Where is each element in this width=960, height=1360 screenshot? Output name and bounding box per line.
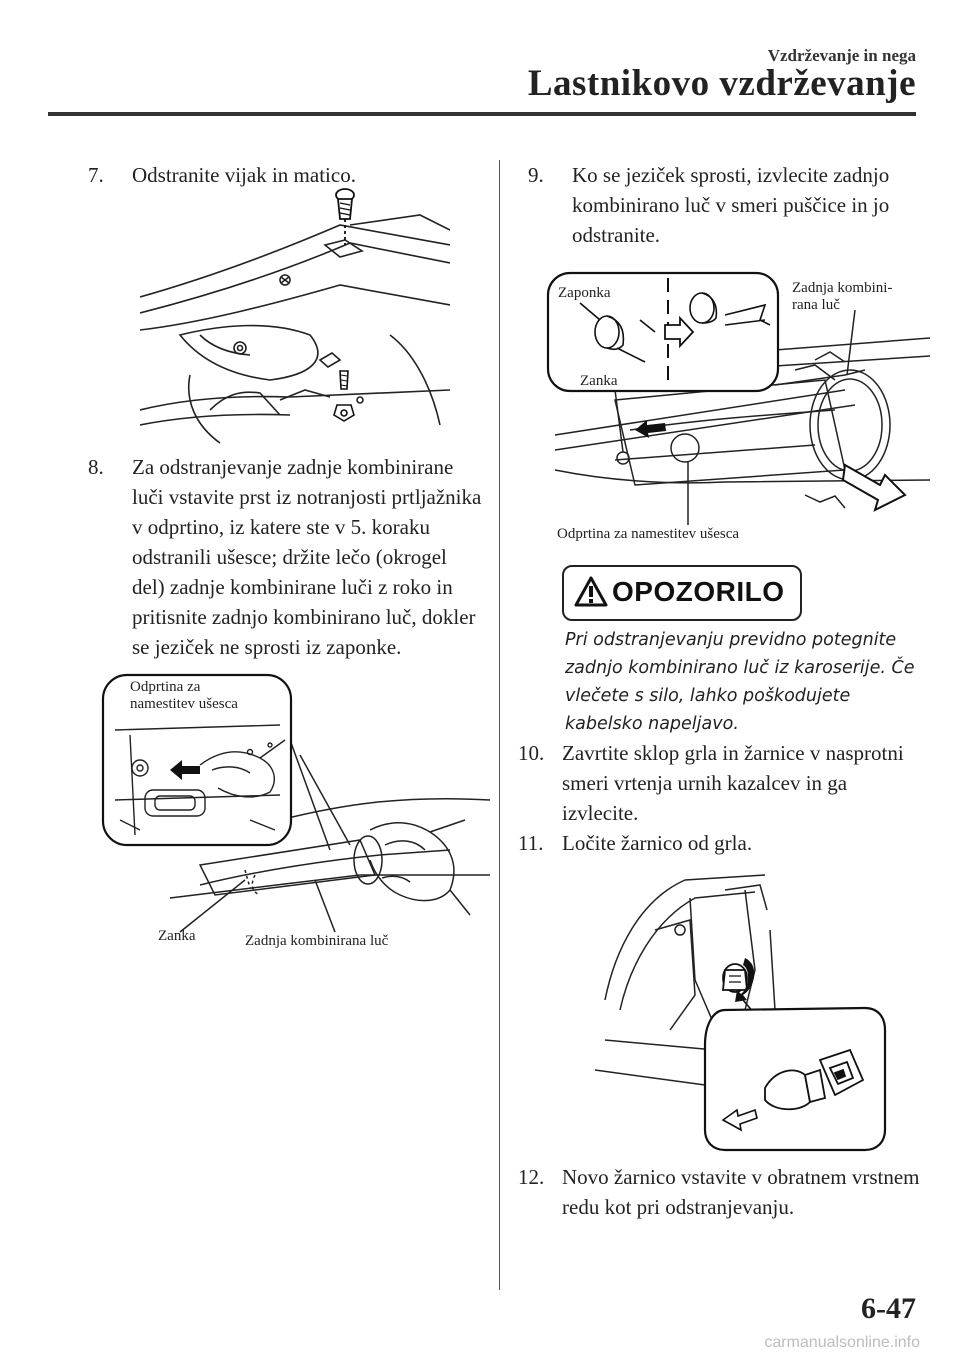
lamp-push-illustration: [100, 670, 490, 960]
label-hole-line2: namestitev ušesca: [130, 696, 238, 712]
warning-text: Pri odstranjevanju previdno potegnite zadnjo kombinirano luč iz karoserije. Če vlečete s silo, lahko poškodujete kabelsko napeljavo.: [565, 630, 915, 734]
warning-icon: [574, 576, 608, 608]
page-number: 6-47: [861, 1292, 916, 1325]
step-text: Ločite žarnico od grla.: [562, 831, 753, 855]
label-loop: Zanka: [158, 928, 196, 944]
step-number: 9.: [528, 163, 544, 187]
label-clip: Zaponka: [558, 285, 611, 301]
step-number: 7.: [88, 163, 104, 187]
step-text: Za odstranjevanje zadnje kombinirane luči vstavite prst iz notranjosti prtljažnika v odprtino, iz katere ste v 5. koraku odstranili ušesce; držite lečo (okrogel del) zadnje kombinirane luči z roko in pritisnite zadnjo kombinirano luč, dokler se jeziček ne sprosti iz zaponke.: [132, 455, 482, 659]
step-number: 12.: [518, 1165, 545, 1189]
lamp-removal-illustration: [545, 270, 930, 525]
column-divider: [499, 160, 500, 1290]
step-8: [88, 452, 483, 662]
step-number: 8.: [88, 455, 104, 479]
step-9: [528, 160, 928, 250]
step-number: 10.: [518, 741, 545, 765]
step-number: 11.: [518, 831, 544, 855]
step-text: Zavrtite sklop grla in žarnice v nasprotni smeri vrtenja urnih kazalcev in ga izvlecite.: [562, 741, 904, 825]
step-text: Odstranite vijak in matico.: [132, 163, 356, 187]
warning-box: [562, 565, 802, 621]
step-10: [518, 738, 928, 828]
step-text: Novo žarnico vstavite v obratnem vrstnem redu kot pri odstranjevanju.: [562, 1165, 920, 1219]
watermark: carmanualsonline.info: [764, 1334, 920, 1351]
warning-title: OPOZORILO: [612, 576, 785, 607]
step-11: [518, 828, 928, 858]
page-title: Lastnikovo vzdrževanje: [527, 63, 916, 104]
label-lamp-line2: rana luč: [792, 297, 840, 313]
section-name: Vzdrževanje in nega: [767, 46, 916, 65]
bolt-nut-illustration: [140, 185, 450, 445]
step-text: Ko se jeziček sprosti, izvlecite zadnjo kombinirano luč v smeri puščice in jo odstranite.: [572, 163, 890, 247]
bulb-socket-illustration: [595, 870, 895, 1155]
label-loop: Zanka: [580, 373, 618, 389]
label-lamp-line1: Zadnja kombini-: [792, 280, 893, 296]
label-lamp: Zadnja kombinirana luč: [245, 933, 389, 949]
header-divider: [48, 112, 916, 116]
label-hole: Odprtina za namestitev ušesca: [557, 526, 740, 542]
step-12: [518, 1162, 928, 1222]
label-hole-line1: Odprtina za: [130, 679, 201, 695]
